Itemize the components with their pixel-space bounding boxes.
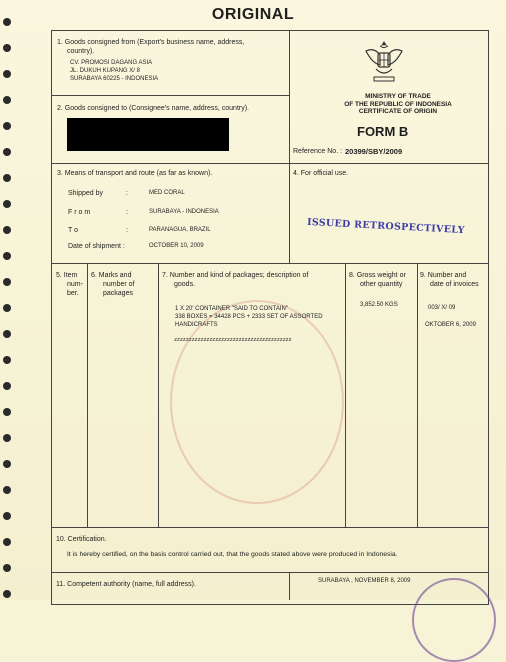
form-title: FORM B [357,124,409,139]
box10-label: 10. Certification. [56,536,107,543]
exporter-name: CV. PROMOSI DAGANG ASIA [70,60,153,66]
invoice-date: OKTOBER 6, 2009 [425,322,476,328]
destination-port: PARANAGUA, BRAZIL [149,227,211,233]
exporter-address: JL. DUKUH KUPANG X/ 8 [70,68,140,74]
col8-header-l1: 8. Gross weight or [349,272,406,279]
goods-line3: HANDICRAFTS [175,322,218,328]
from-label: F r o m [68,209,91,216]
box1-label-line2: country). [67,48,95,55]
box2-label: 2. Goods consigned to (Consignee's name, address, country). [57,105,249,112]
document-title: ORIGINAL [211,6,295,23]
issue-place-date: SURABAYA , NOVEMBER 8, 2009 [318,578,411,584]
box4-label: 4. For official use. [293,170,349,177]
goods-line1: 1 X 20' CONTAINER "SAID TO CONTAIN" [175,306,288,312]
date-of-shipment-label: Date of shipment : [68,243,125,250]
box11-label: 11. Competent authority (name, full address). [56,581,196,588]
box3-label: 3. Means of transport and route (as far as known). [57,170,213,177]
col7-header-l2: goods. [174,281,196,288]
vessel-name: MED CORAL [149,190,185,196]
invoice-number: 003/ X/ 09 [428,305,456,311]
binder-holes [0,0,14,600]
to-label: T o [68,227,78,234]
col8-header-l2: other quantity [360,281,403,288]
shipped-by-label: Shipped by [68,190,104,197]
goods-line2: 338 BOXES = 34428 PCS + 2333 SET OF ASSORTED [175,314,323,320]
col7-header-l1: 7. Number and kind of packages; description of [162,272,309,279]
col9-header-l2: date of invoices [430,281,479,288]
col6-header-l3: packages [103,290,133,297]
reference-label: Reference No. : [293,148,343,155]
ministry-heading [318,93,478,116]
col9-header-l1: 9. Number and [420,272,467,279]
goods-filler-line: zzzzzzzzzzzzzzzzzzzzzzzzzzzzzzzzzzzzzzzz [174,337,292,343]
colon: : [126,190,128,197]
colon: : [126,227,128,234]
gross-weight: 3,852.50 KGS [360,302,398,308]
certification-text: It is hereby certified, on the basis control carried out, that the goods stated above were produced in Indonesia. [67,551,398,558]
col6-header-l1: 6. Marks and [91,272,132,279]
ministry-line3: CERTIFICATE OF ORIGIN [358,108,438,115]
ministry-line2: OF THE REPUBLIC OF INDONESIA [344,100,452,108]
col6-header-l2: number of [103,281,135,288]
colon: : [126,209,128,216]
issued-retrospectively-stamp: ISSUED RETROSPECTIVELY [306,216,465,237]
col5-header-l2: num- [67,281,83,288]
faint-background-seal [170,300,344,504]
garuda-emblem-icon [362,37,406,87]
origin-port: SURABAYA - INDONESIA [149,209,219,215]
ministry-line1: MINISTRY OF TRADE [365,93,431,100]
col5-header-l1: 5. Item [56,272,78,279]
official-seal-stamp [412,578,496,662]
reference-number: 20399/SBY/2009 [345,147,403,156]
redacted-consignee [67,118,229,151]
box1-label-line1: 1. Goods consigned from (Export's business name, address, [57,39,245,46]
col5-header-l3: ber. [67,290,79,297]
date-of-shipment: OCTOBER 10, 2009 [149,243,204,249]
exporter-city: SURABAYA 60225 - INDONESIA [70,76,159,82]
